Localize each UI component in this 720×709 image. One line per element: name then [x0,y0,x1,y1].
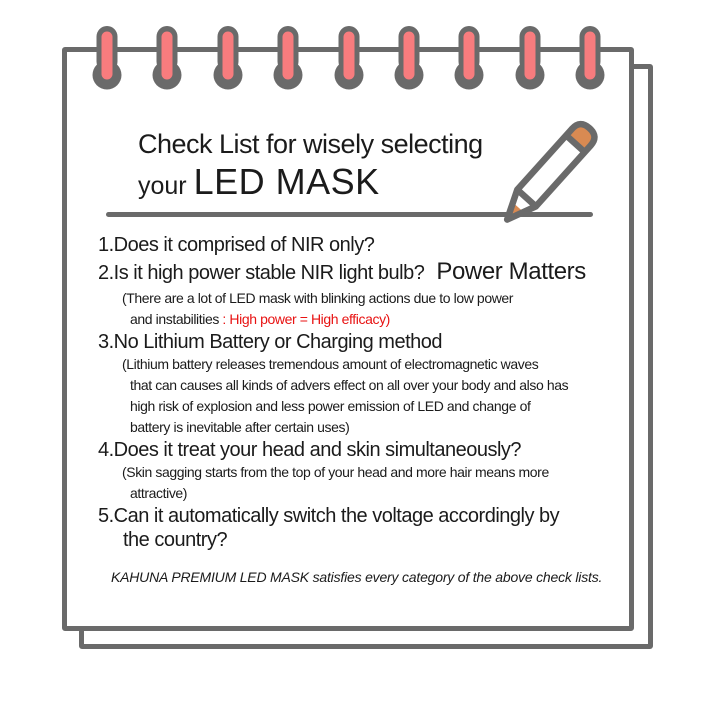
binder-ring-icon [395,26,424,90]
checklist-item-2-note-1: (There are a lot of LED mask with blinking actions due to low power [122,290,514,306]
checklist [98,233,602,587]
binder-ring-icon [455,26,484,90]
checklist-item-5-line2: the country? [123,529,228,551]
page-title-led-mask: LED MASK [193,161,380,202]
checklist-item-3-note-4: battery is inevitable after certain uses) [130,419,350,435]
high-power-highlight: : High power = High efficacy) [218,311,390,327]
title-block [138,129,483,208]
checklist-item-4-note-2: attractive) [130,485,188,501]
binder-ring-icon [335,26,364,90]
checklist-item-3: 3.No Lithium Battery or Charging method [98,331,443,353]
binder-ring-icon [153,26,182,90]
checklist-item-4-note-1: (Skin sagging starts from the top of your head and more hair means more [122,464,549,480]
footer-note: KAHUNA PREMIUM LED MASK satisfies every category of the above check lists. [111,569,603,585]
binder-rings [0,0,720,100]
page-title-line2 [138,160,483,208]
checklist-item-5-line1: 5.Can it automatically switch the voltage accordingly by [98,505,560,527]
checklist-item-3-note-3: high risk of explosion and less power emission of LED and change of [130,398,531,414]
binder-ring-icon [214,26,243,90]
checklist-item-3-note-2: that can causes all kinds of advers effect on all over your body and also has [130,377,569,393]
checklist-item-4: 4.Does it treat your head and skin simultaneously? [98,439,522,461]
binder-ring-icon [93,26,122,90]
checklist-item-2 [98,257,602,288]
checklist-item-1: 1.Does it comprised of NIR only? [98,234,375,256]
checklist-item-3-note-1: (Lithium battery releases tremendous amount of electromagnetic waves [122,356,539,372]
checklist-item-2-text: 2.Is it high power stable NIR light bulb? [98,262,425,284]
checklist-item-2-note-2 [98,309,602,330]
power-matters-note: Power Matters [436,258,586,285]
binder-ring-icon [516,26,545,90]
pencil-icon [484,112,614,242]
page-title-your: your [138,172,187,200]
page-title-line1: Check List for wisely selecting [138,129,483,159]
binder-ring-icon [274,26,303,90]
checklist-item-2-note-2-plain: and instabilities [130,311,219,327]
binder-ring-icon [576,26,605,90]
